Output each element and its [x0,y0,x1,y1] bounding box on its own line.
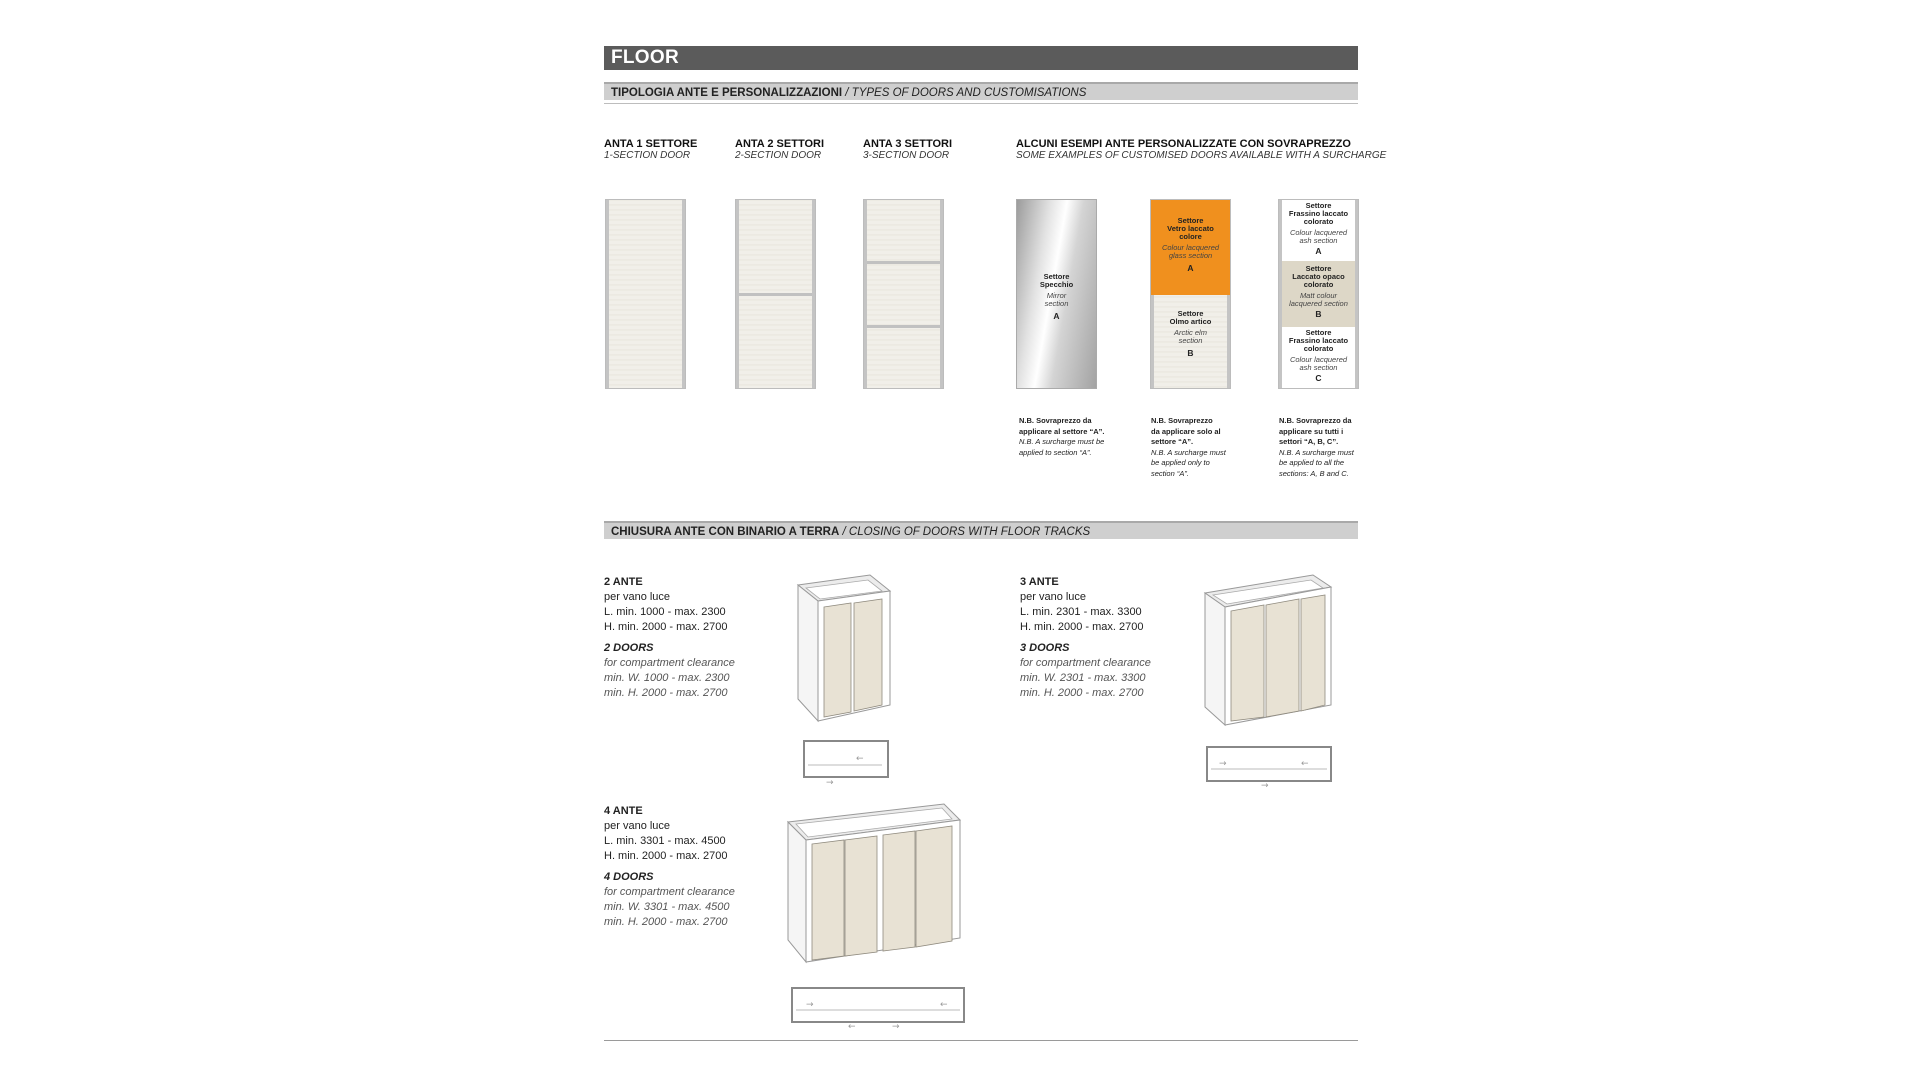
label-line: Laccato opaco [1292,272,1345,281]
note-line: N.B. Sovraprezzo [1151,416,1213,425]
door-1-section [605,199,686,389]
svg-text:←: ← [940,1000,948,1010]
spec-line-en: min. H. 2000 - max. 2700 [604,916,728,928]
label-line: ash section [1299,236,1338,245]
label-line: Colour lacquered [1161,243,1220,252]
label-line: section [1044,299,1069,308]
note-line: N.B. Sovraprezzo da [1279,416,1352,425]
label-line: Settore [1305,328,1332,337]
spec-title-en: 4 DOORS [604,871,654,883]
label-line: Colour lacquered [1289,355,1348,364]
label-line: Frassino laccato [1288,209,1349,218]
label-line: colorato [1303,280,1334,289]
door-type-title: ANTA 1 SETTORE [604,138,698,150]
note-line: settore “A”. [1151,437,1194,446]
spec-line-en: for compartment clearance [1020,657,1151,669]
spec-line-en: for compartment clearance [604,886,735,898]
section-header-floor-tracks [604,521,1358,539]
ash-section-a-label [1282,202,1355,255]
door-mirror-example [1016,199,1097,389]
spec-line: L. min. 1000 - max. 2300 [604,606,726,618]
spec-line-en: for compartment clearance [604,657,735,669]
glass-section-label [1151,217,1230,272]
label-line: Mirror [1046,291,1067,300]
ash-section-a [1282,200,1355,261]
label-line: glass section [1168,251,1213,260]
mirror-section-label [1017,273,1096,320]
custom-doors-subtitle: SOME EXAMPLES OF CUSTOMISED DOORS AVAILABLE WITH A SURCHARGE [1016,150,1387,161]
spec-line-en: min. W. 2301 - max. 3300 [1020,672,1146,684]
label-line: Settore [1177,216,1204,225]
spec-line: L. min. 3301 - max. 4500 [604,835,726,847]
config-3-doors-spec [1020,575,1190,701]
spec-title-en: 2 DOORS [604,642,654,654]
label-line: Settore [1043,272,1070,281]
svg-text:→: → [1261,781,1269,791]
section-title-it: TIPOLOGIA ANTE E PERSONALIZZAZIONI [611,87,843,99]
note-line: da applicare solo al [1151,426,1221,436]
label-line: Frassino laccato [1288,336,1349,345]
spec-line: H. min. 2000 - max. 2700 [1020,621,1144,633]
spec-title-en: 3 DOORS [1020,642,1070,654]
spec-title: 3 ANTE [1020,576,1059,588]
svg-text:→: → [826,778,834,786]
door-type-subtitle: 2-SECTION DOOR [735,150,822,161]
section-letter: B [1187,348,1194,358]
label-line: Settore [1177,309,1204,318]
label-line: Matt colour [1299,291,1338,300]
label-line: Specchio [1039,280,1074,289]
door-type-3-heading [863,138,952,161]
spec-title: 2 ANTE [604,576,643,588]
label-line: Settore [1305,201,1332,210]
surcharge-note-3 [1279,416,1364,479]
wardrobe-4-doors-illustration [784,800,974,1030]
bottom-divider [604,1040,1358,1041]
section-title-it: CHIUSURA ANTE CON BINARIO A TERRA [611,526,840,538]
ash-section-c-label [1282,329,1355,382]
section-divider [867,325,940,328]
config-4-doors-spec [604,804,774,930]
door-type-1-heading [604,138,697,161]
section-letter: B [1315,309,1322,319]
door-3-sections [863,199,944,389]
surcharge-note-2 [1151,416,1241,479]
note-line: section “A”. [1151,468,1189,478]
label-line: Vetro laccato [1167,224,1214,233]
custom-doors-title: ALCUNI ESEMPI ANTE PERSONALIZZATE CON SOVRAPREZZO [1016,138,1351,150]
label-line: colorato [1303,344,1334,353]
section-letter: A [1187,263,1194,273]
ash-section-c [1282,327,1355,389]
label-line: Colour lacquered [1289,228,1348,237]
spec-line: per vano luce [604,820,671,832]
divider [604,103,1358,104]
page-title: FLOOR [604,46,1358,70]
spec-line: H. min. 2000 - max. 2700 [604,850,728,862]
door-type-subtitle: 3-SECTION DOOR [863,150,950,161]
svg-text:→: → [806,1000,814,1010]
label-line: ash section [1299,363,1338,372]
door-type-subtitle: 1-SECTION DOOR [604,150,691,161]
label-line: section [1178,336,1203,345]
spec-line: per vano luce [604,591,671,603]
section-title-en: / TYPES OF DOORS AND CUSTOMISATIONS [845,87,1087,99]
spec-line: H. min. 2000 - max. 2700 [604,621,728,633]
elm-section-b [1151,295,1230,389]
note-line: N.B. A surcharge must [1151,447,1226,457]
catalog-page [604,46,1387,1046]
spec-line: L. min. 2301 - max. 3300 [1020,606,1142,618]
spec-line-en: min. H. 2000 - max. 2700 [1020,687,1144,699]
surcharge-note-1 [1019,416,1114,458]
elm-section-label [1151,310,1230,357]
svg-text:←: ← [856,754,864,764]
section-title-en: / CLOSING OF DOORS WITH FLOOR TRACKS [842,526,1091,538]
note-line: N.B. Sovraprezzo da [1019,416,1092,425]
section-divider [867,261,940,264]
section-letter: A [1315,246,1322,256]
spec-title: 4 ANTE [604,805,643,817]
spec-line-en: min. H. 2000 - max. 2700 [604,687,728,699]
label-line: Settore [1305,264,1332,273]
door-type-2-heading [735,138,824,161]
note-line: settori “A, B, C”. [1279,437,1339,446]
label-line: colorato [1303,217,1334,226]
note-line: applied to section “A”. [1019,447,1092,457]
note-line: sections: A, B and C. [1279,468,1349,478]
svg-text:→: → [1219,759,1227,769]
note-line: be applied to all the [1279,458,1345,467]
label-line: colore [1179,232,1202,241]
note-line: N.B. A surcharge must [1279,447,1354,457]
door-2-sections [735,199,816,389]
section-divider [739,293,812,296]
label-line: lacquered section [1289,299,1348,308]
spec-line-en: min. W. 3301 - max. 4500 [604,901,730,913]
note-line: applicare al settore “A”. [1019,426,1105,436]
spec-line-en: min. W. 1000 - max. 2300 [604,672,730,684]
label-line: Arctic elm [1174,328,1207,337]
door-glass-elm-example [1150,199,1231,389]
svg-text:→: → [892,1022,900,1030]
custom-doors-heading [1016,138,1386,161]
note-line: N.B. A surcharge must be [1019,437,1105,446]
section-letter: C [1315,373,1322,383]
section-letter: A [1053,311,1060,321]
svg-text:←: ← [848,1022,856,1030]
ash-section-b [1282,261,1355,327]
wardrobe-2-doors-illustration [794,571,904,786]
note-line: be applied only to [1151,458,1210,467]
glass-section-a [1151,200,1230,295]
svg-text:←: ← [1301,759,1309,769]
ash-section-b-label [1282,265,1355,318]
spec-line: per vano luce [1020,591,1087,603]
door-type-title: ANTA 3 SETTORI [863,138,953,150]
door-type-title: ANTA 2 SETTORI [735,138,825,150]
label-line: Olmo artico [1169,317,1212,326]
section-header-door-types [604,82,1358,100]
wardrobe-3-doors-illustration [1201,571,1341,791]
note-line: applicare su tutti i [1279,426,1344,436]
config-2-doors-spec [604,575,774,701]
door-ash-example [1278,199,1359,389]
